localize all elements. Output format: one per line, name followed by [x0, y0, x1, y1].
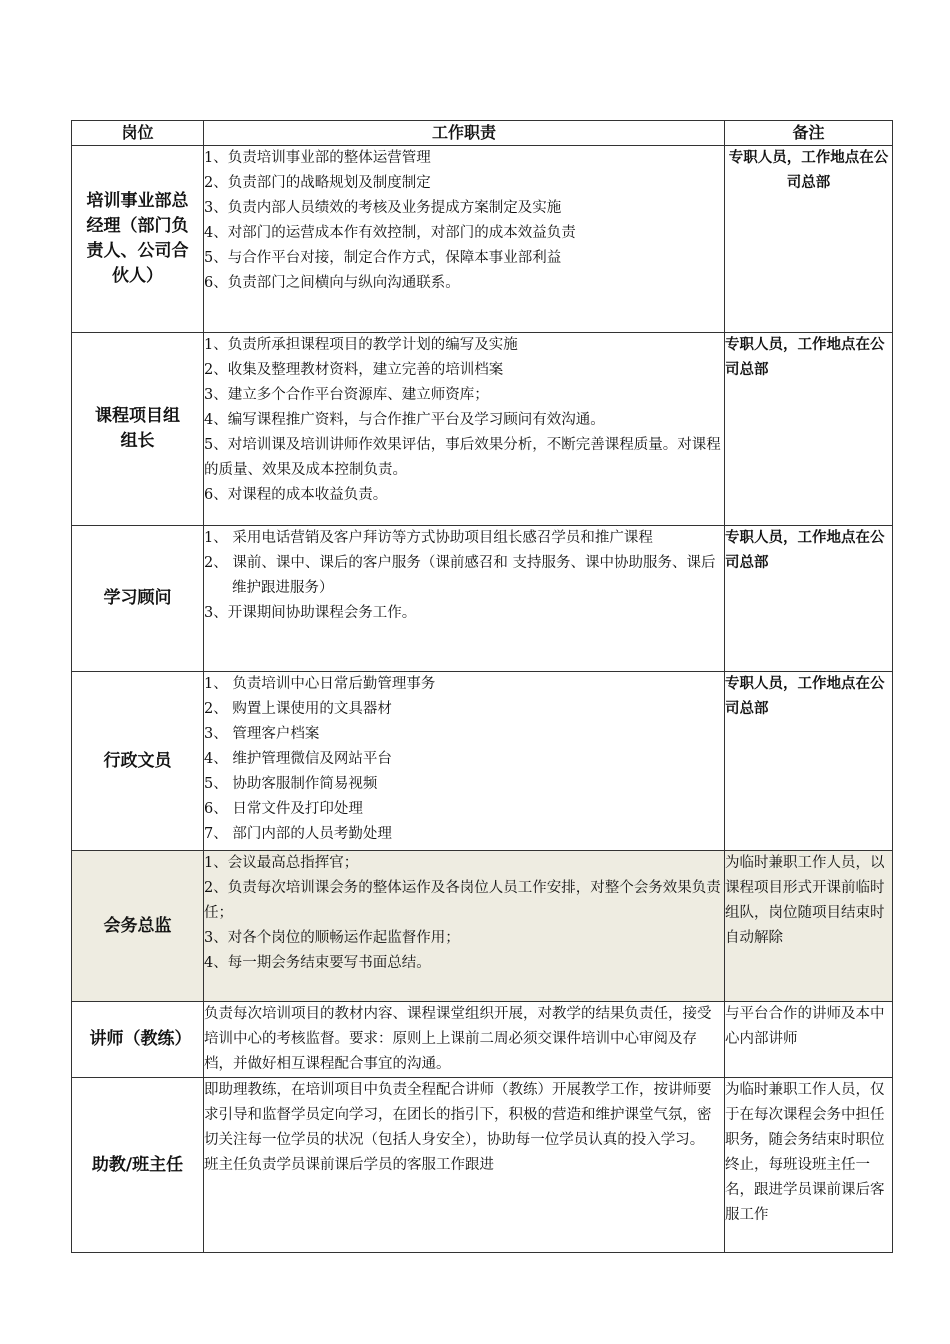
note-cell: 专职人员，工作地点在公司总部 — [725, 526, 893, 672]
duty-item: 3、负责内部人员绩效的考核及业务提成方案制定及实施 — [204, 200, 562, 216]
duty-item: 5、与合作平台对接，制定合作方式，保障本事业部利益 — [204, 250, 562, 266]
note-cell: 为临时兼职工作人员，仅于在每次课程会务中担任职务，随会务结束时职位终止，每班设班主任一名，跟进学员课前课后客服工作 — [725, 1078, 893, 1253]
duty-item: 1、负责培训事业部的整体运营管理 — [204, 150, 431, 166]
duty-item: 6、 日常文件及打印处理 — [204, 801, 363, 817]
duties-cell — [204, 672, 725, 851]
header-notes: 备注 — [725, 121, 893, 146]
duty-item: 5、对培训课及培训讲师作效果评估，事后效果分析，不断完善课程质量。对课程的质量、效果及成本控制负责。 — [204, 437, 721, 478]
job-duties-table — [71, 120, 893, 1253]
duties-cell — [204, 526, 725, 672]
duty-item: 4、每一期会务结束要写书面总结。 — [204, 955, 431, 971]
role-name: 培训事业部总经理（部门负责人、公司合伙人） — [86, 191, 189, 286]
duty-item: 4、编写课程推广资料，与合作推广平台及学习顾问有效沟通。 — [204, 412, 605, 428]
duties-cell — [204, 1002, 725, 1078]
role-cell — [72, 1002, 204, 1078]
header-duties: 工作职责 — [204, 121, 725, 146]
role-cell: 行政文员 — [72, 672, 204, 851]
duty-item: 4、对部门的运营成本作有效控制，对部门的成本效益负责 — [204, 225, 576, 241]
role-name: 课程项目组组长 — [95, 406, 180, 451]
duty-item: 1、 负责培训中心日常后勤管理事务 — [204, 676, 436, 692]
note-cell: 为临时兼职工作人员，以课程项目形式开课前临时组队，岗位随项目结束时自动解除 — [725, 851, 893, 1002]
duty-item: 班主任负责学员课前课后学员的客服工作跟进 — [204, 1157, 494, 1173]
duties-cell — [204, 1078, 725, 1253]
table-row — [72, 851, 893, 1002]
role-cell: 学习顾问 — [72, 526, 204, 672]
note-cell: 专职人员，工作地点在公司总部 — [725, 672, 893, 851]
duty-item: 即助理教练，在培训项目中负责全程配合讲师（教练）开展教学工作，按讲师要求引导和监督学员定向学习，在团长的指引下，积极的营造和维护课堂气氛，密切关注每一位学员的状况（包括人身安全），协助每一位学员认真的投入学习。 — [204, 1082, 712, 1148]
note-cell: 与平台合作的讲师及本中心内部讲师 — [725, 1002, 893, 1078]
duty-item: 5、 协助客服制作简易视频 — [204, 776, 378, 792]
duty-item: 1、会议最高总指挥官； — [204, 855, 359, 871]
duty-item: 6、负责部门之间横向与纵向沟通联系。 — [204, 275, 460, 291]
duty-item: 2、负责部门的战略规划及制度制定 — [204, 175, 431, 191]
duty-item: 负责每次培训项目的教材内容、课程课堂组织开展，对教学的结果负责任，接受培训中心的考核监督。要求：原则上上课前二周必须交课件培训中心审阅及存档，并做好相互课程配合事宜的沟通。 — [204, 1006, 712, 1072]
duties-cell — [204, 333, 725, 526]
duties-cell — [204, 146, 725, 333]
duty-item: 6、对课程的成本收益负责。 — [204, 487, 388, 503]
duty-item: 2、收集及整理教材资料，建立完善的培训档案 — [204, 362, 504, 378]
duty-item: 2、 购置上课使用的文具器材 — [204, 701, 392, 717]
note-cell: 专职人员，工作地点在公司总部 — [725, 333, 893, 526]
table-row — [72, 1078, 893, 1253]
role-cell: 助教/班主任 — [72, 1078, 204, 1253]
duty-item: 2、负责每次培训课会务的整体运作及各岗位人员工作安排，对整个会务效果负责任； — [204, 880, 721, 921]
duty-item: 4、 维护管理微信及网站平台 — [204, 751, 392, 767]
duty-item: 1、负责所承担课程项目的教学计划的编写及实施 — [204, 337, 518, 353]
role-cell — [72, 333, 204, 526]
table-row — [72, 333, 893, 526]
table-row — [72, 146, 893, 333]
duty-item: 3、建立多个合作平台资源库、建立师资库； — [204, 387, 489, 403]
table-row — [72, 1002, 893, 1078]
duty-item: 7、 部门内部的人员考勤处理 — [204, 826, 392, 842]
duty-item: 3、开课期间协助课程会务工作。 — [204, 605, 417, 621]
header-position: 岗位 — [72, 121, 204, 146]
role-name: 讲师（教练） — [89, 1029, 192, 1049]
table-row — [72, 526, 893, 672]
duty-item: 3、对各个岗位的顺畅运作起监督作用； — [204, 930, 460, 946]
table-row — [72, 672, 893, 851]
duty-item: 2、 课前、课中、课后的客户服务（课前感召和 支持服务、课中协助服务、课后维护跟进服务） — [204, 555, 716, 596]
table-header-row — [72, 121, 893, 146]
duties-cell — [204, 851, 725, 1002]
role-cell: 会务总监 — [72, 851, 204, 1002]
role-cell — [72, 146, 204, 333]
note-cell: 专职人员，工作地点在公司总部 — [725, 146, 893, 333]
duty-item: 1、 采用电话营销及客户拜访等方式协助项目组长感召学员和推广课程 — [204, 530, 653, 546]
duty-item: 3、 管理客户档案 — [204, 726, 320, 742]
